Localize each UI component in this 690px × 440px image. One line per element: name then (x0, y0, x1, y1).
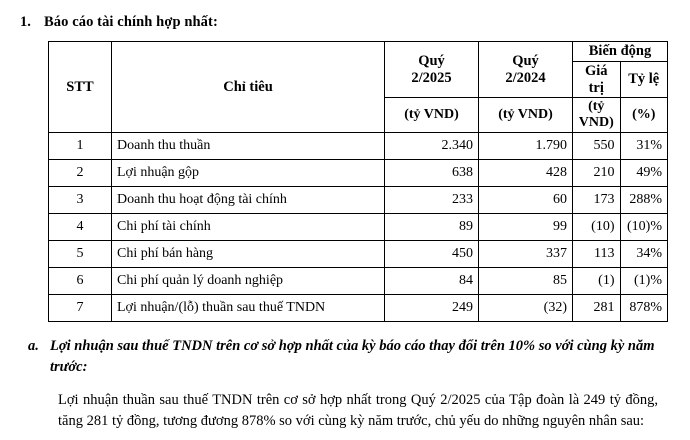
cell-quy-current: 249 (385, 295, 479, 322)
cell-stt: 4 (49, 214, 112, 241)
cell-quy-current: 233 (385, 187, 479, 214)
cell-stt: 2 (49, 160, 112, 187)
cell-ty-le: (10)% (620, 214, 668, 241)
column-header-chi-tieu: Chỉ tiêu (112, 42, 385, 133)
cell-quy-prev: 1.790 (479, 133, 573, 160)
unit-ty-le: (%) (620, 98, 668, 133)
column-header-ty-le: Tỷ lệ (620, 62, 668, 98)
cell-chi-tieu: Chi phí tài chính (112, 214, 385, 241)
cell-chi-tieu: Chi phí quản lý doanh nghiệp (112, 268, 385, 295)
cell-chi-tieu: Doanh thu thuần (112, 133, 385, 160)
table-header-row-1 (49, 42, 668, 62)
table-row (49, 187, 668, 214)
column-header-quy-prev (479, 42, 573, 98)
cell-quy-current: 2.340 (385, 133, 479, 160)
cell-quy-prev: 428 (479, 160, 573, 187)
cell-ty-le: 288% (620, 187, 668, 214)
cell-ty-le: (1)% (620, 268, 668, 295)
financial-summary-table (48, 41, 668, 322)
cell-chi-tieu: Lợi nhuận/(lỗ) thuần sau thuế TNDN (112, 295, 385, 322)
column-header-quy-prev-line1: Quý (512, 53, 539, 69)
subsection-a-text: Lợi nhuận sau thuế TNDN trên cơ sở hợp nhất của kỳ báo cáo thay đổi trên 10% so với cùng kỳ năm trước: (50, 338, 655, 376)
cell-ty-le: 49% (620, 160, 668, 187)
cell-chi-tieu: Lợi nhuận gộp (112, 160, 385, 187)
cell-ty-le: 31% (620, 133, 668, 160)
section-heading-text: Báo cáo tài chính hợp nhất: (44, 14, 218, 30)
column-header-gia-tri: Giá trị (573, 62, 621, 98)
cell-quy-prev: 60 (479, 187, 573, 214)
cell-gia-tri: 173 (573, 187, 621, 214)
table-row (49, 241, 668, 268)
cell-gia-tri: 550 (573, 133, 621, 160)
column-header-bien-dong: Biến động (573, 42, 668, 62)
cell-stt: 7 (49, 295, 112, 322)
section-heading-number: 1. (20, 14, 31, 30)
subsection-a (28, 336, 676, 378)
column-header-quy-prev-line2: 2/2024 (505, 69, 546, 86)
cell-quy-prev: 337 (479, 241, 573, 268)
body-paragraph: Lợi nhuận thuần sau thuế TNDN trên cơ sở hợp nhất trong Quý 2/2025 của Tập đoàn là 249 tỷ đồng, tăng 281 tỷ đồng, tương đương 878% so với cùng kỳ năm trước, chủ yếu do những nguyên nhân sau: (58, 392, 658, 430)
cell-quy-prev: (32) (479, 295, 573, 322)
column-header-quy-current (385, 42, 479, 98)
column-header-quy-current-line1: Quý (418, 53, 445, 69)
cell-gia-tri: 210 (573, 160, 621, 187)
cell-chi-tieu: Doanh thu hoạt động tài chính (112, 187, 385, 214)
table-row (49, 160, 668, 187)
subsection-a-marker: a. (28, 338, 39, 355)
cell-chi-tieu: Chi phí bán hàng (112, 241, 385, 268)
cell-stt: 5 (49, 241, 112, 268)
unit-quy-prev: (tỷ VND) (479, 98, 573, 133)
column-header-stt: STT (49, 42, 112, 133)
cell-gia-tri: (10) (573, 214, 621, 241)
cell-quy-current: 638 (385, 160, 479, 187)
unit-gia-tri: (tỷ VND) (573, 98, 621, 133)
cell-gia-tri: 113 (573, 241, 621, 268)
section-heading (20, 14, 676, 31)
table-row (49, 214, 668, 241)
cell-gia-tri: (1) (573, 268, 621, 295)
cell-ty-le: 34% (620, 241, 668, 268)
cell-quy-current: 84 (385, 268, 479, 295)
cell-quy-prev: 85 (479, 268, 573, 295)
table-row (49, 295, 668, 322)
cell-gia-tri: 281 (573, 295, 621, 322)
cell-ty-le: 878% (620, 295, 668, 322)
column-header-quy-current-line2: 2/2025 (411, 69, 452, 86)
cell-quy-current: 89 (385, 214, 479, 241)
cell-stt: 3 (49, 187, 112, 214)
cell-quy-current: 450 (385, 241, 479, 268)
cell-stt: 1 (49, 133, 112, 160)
cell-quy-prev: 99 (479, 214, 573, 241)
table-body (49, 133, 668, 322)
unit-quy-current: (tỷ VND) (385, 98, 479, 133)
table-header (49, 42, 668, 133)
cell-stt: 6 (49, 268, 112, 295)
table-row (49, 133, 668, 160)
table-row (49, 268, 668, 295)
